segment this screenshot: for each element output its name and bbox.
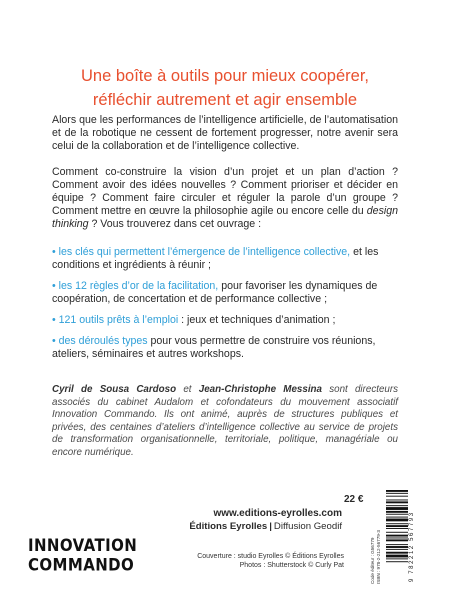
publisher-line xyxy=(189,521,342,532)
author-name-2: Jean-Christophe Messina xyxy=(198,384,322,395)
author-name-1: Cyril de Sousa Cardoso xyxy=(52,384,177,395)
bullet-list xyxy=(52,246,398,369)
bullet-text: : jeux et techniques d’animation ; xyxy=(178,314,336,326)
logo-line-2: COMMANDO xyxy=(28,554,135,576)
barcode-icon xyxy=(386,490,408,582)
bullet-text: pour favoriser les dynamiques de coopération, de concertation et de performance collective ; xyxy=(52,280,378,305)
intro-paragraph: Alors que les performances de l’intelligence artificielle, de l’automatisation et de la robotique ne cessent de fortement progresser, notre avenir sera celui de la collaboration et de l’intelligence collective. xyxy=(52,114,398,152)
publisher-name: Éditions Eyrolles xyxy=(189,521,268,532)
credits-line-2: Photos : Shutterstock © Curly Pat xyxy=(239,562,344,569)
headline-line-2: réfléchir autrement et agir ensemble xyxy=(92,91,358,109)
publisher-distribution: Diffusion Geodif xyxy=(273,521,342,532)
publisher-code: Code éditeur : G56779 xyxy=(370,537,375,584)
questions-italic-term: design thinking xyxy=(52,205,398,230)
bullet-item xyxy=(52,246,398,272)
barcode-digits-text: 9 782212 567793 xyxy=(409,511,415,582)
logo-line-1: INNOVATION xyxy=(28,534,138,556)
publisher-separator: | xyxy=(269,521,272,532)
bullet-text: et les conditions et ingrédients à réunir ; xyxy=(52,246,379,271)
questions-text-start: Comment co-construire la vision d’un projet et un plan d’action ? Comment avoir des idées nouvelles ? Comment prioriser et décider en équipe ? Comment faire circuler et réguler la parole d’un groupe ? Comment mettre en œuvre la philosophie agile ou encore celle du xyxy=(52,166,398,217)
price: 22 € xyxy=(344,494,364,505)
bullet-highlight: • des déroulés types xyxy=(52,335,148,347)
credits-line-1: Couverture : studio Eyrolles © Éditions Eyrolles xyxy=(197,553,344,560)
bullet-item xyxy=(52,314,398,327)
author-bio xyxy=(52,384,398,459)
barcode-digits xyxy=(409,490,417,582)
cover-credits xyxy=(197,552,344,570)
isbn-code: ISBN : 978-2-212-56779-3 xyxy=(376,530,381,584)
bullet-highlight: • 121 outils prêts à l’emploi xyxy=(52,314,179,326)
publisher-website: www.editions-eyrolles.com xyxy=(213,508,342,519)
author-bio-text: sont directeurs associés du cabinet Audalom et cofondateurs du mouvement associatif Innovation Commando. Ils ont animé, auprès de structures publiques et privées, des centaines d’ateliers d’intelligence collective au service de projets de transformation organisationnelle, territoriale, politique, managériale ou encore numérique. xyxy=(52,384,399,458)
bullet-highlight: • les 12 règles d’or de la facilitation, xyxy=(52,280,219,292)
author-joiner: et xyxy=(176,384,199,395)
bullet-item xyxy=(52,280,398,306)
questions-text-end: ? Vous trouverez dans cet ouvrage : xyxy=(88,218,262,230)
book-codes xyxy=(370,488,384,584)
headline xyxy=(40,64,410,112)
bullet-text: pour vous permettre de construire vos réunions, ateliers, séminaires et autres workshops. xyxy=(52,335,376,360)
bullet-highlight: • les clés qui permettent l’émergence de l’intelligence collective, xyxy=(52,246,351,258)
questions-paragraph xyxy=(52,166,398,231)
bullet-item xyxy=(52,335,398,361)
headline-line-1: Une boîte à outils pour mieux coopérer, xyxy=(80,67,369,85)
innovation-commando-logo xyxy=(28,536,137,575)
